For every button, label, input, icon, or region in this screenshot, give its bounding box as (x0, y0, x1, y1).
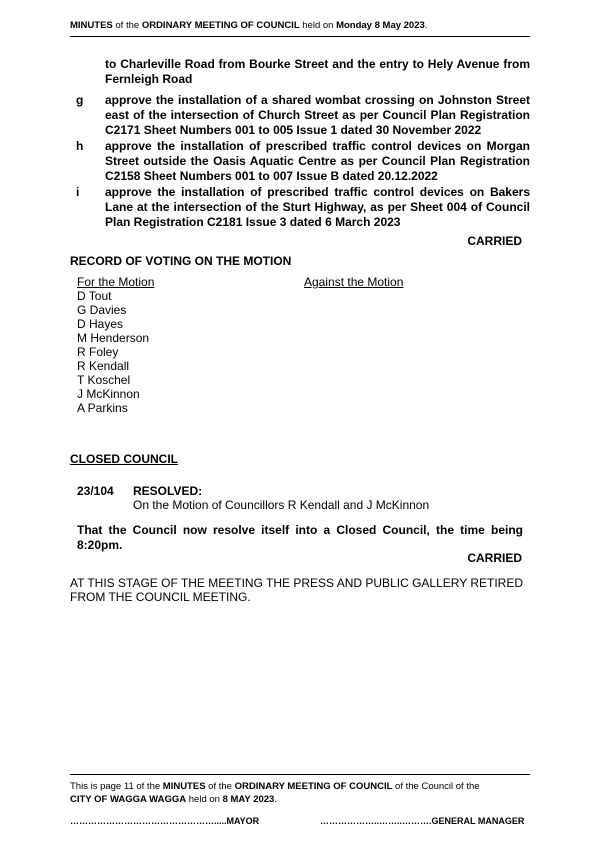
header-date: Monday 8 May 2023 (336, 20, 425, 31)
footer-date: 8 MAY 2023 (222, 794, 275, 805)
resolution-number: 23/104 (77, 484, 114, 498)
voter-name: A Parkins (77, 401, 128, 415)
footer-text: of the Council of the (392, 781, 480, 792)
motion-item-g (70, 93, 530, 138)
item-text: approve the installation of a shared wombat crossing on Johnston Street east of the intersection of Church Street as per Council Plan Registration C2171 Sheet Numbers 001 to 005 Issue 1 dated 30 November 2022 (105, 93, 530, 137)
for-column (77, 275, 154, 415)
voter-name: M Henderson (77, 331, 150, 345)
header-rule (70, 36, 530, 37)
voter-name: R Kendall (77, 359, 130, 373)
voting-title: RECORD OF VOTING ON THE MOTION (70, 254, 292, 268)
footer-meeting: ORDINARY MEETING OF COUNCIL (234, 781, 393, 792)
footer-text: . (274, 794, 277, 805)
general-manager-signature-line: ………………..……..……….GENERAL MANAGER (320, 816, 525, 826)
voter-name: T Koschel (77, 373, 131, 387)
item-letter: h (76, 139, 84, 153)
resolution-text: That the Council now resolve itself into a Closed Council, the time being 8:20pm. (77, 523, 523, 552)
item-letter: i (76, 185, 80, 199)
header-held-on: held on (299, 20, 337, 31)
footer-text: of the (205, 781, 235, 792)
against-label: Against the Motion (304, 275, 404, 289)
mayor-signature-line: ………………………………………….....MAYOR (70, 816, 260, 826)
header-of-the: of the (112, 20, 142, 31)
gallery-note: AT THIS STAGE OF THE MEETING THE PRESS AND PUBLIC GALLERY RETIRED FROM THE COUNCIL MEETING. (70, 576, 523, 604)
page-header (70, 20, 530, 31)
header-minutes: MINUTES (70, 20, 113, 31)
mover-text: On the Motion of Councillors R Kendall and J McKinnon (133, 498, 430, 512)
footer-city: CITY OF WAGGA WAGGA (70, 794, 187, 805)
for-label: For the Motion (77, 275, 155, 289)
item-letter: g (76, 93, 84, 107)
carried-label: CARRIED (467, 551, 522, 565)
voter-name: G Davies (77, 303, 127, 317)
resolved-label: RESOLVED: (133, 484, 203, 498)
item-text: to Charleville Road from Bourke Street and the entry to Hely Avenue from Fernleigh Road (105, 57, 530, 86)
voter-name: R Foley (77, 345, 119, 359)
page-footer (70, 780, 530, 806)
closed-council-title: CLOSED COUNCIL (70, 452, 178, 466)
motion-item-h (70, 139, 530, 184)
motion-item-i (70, 185, 530, 230)
voter-name: J McKinnon (77, 387, 140, 401)
motion-item (70, 57, 530, 87)
footer-text: held on (186, 794, 223, 805)
footer-minutes: MINUTES (162, 781, 206, 792)
item-text: approve the installation of prescribed traffic control devices on Morgan Street outside the Oasis Aquatic Centre as per Council Plan Registration C2158 Sheet Numbers 001 to 007 Issue B dated 20.12.2022 (105, 139, 530, 183)
voter-name: D Tout (77, 289, 112, 303)
footer-rule (70, 774, 530, 775)
carried-label: CARRIED (467, 234, 522, 248)
footer-text: This is page 11 of the (70, 781, 163, 792)
header-end: . (424, 20, 428, 31)
item-text: approve the installation of prescribed traffic control devices on Bakers Lane at the intersection of the Sturt Highway, as per Sheet 004 of Council Plan Registration C2181 Issue 3 dated 6 March 2023 (105, 185, 530, 229)
voter-name: D Hayes (77, 317, 124, 331)
header-meeting: ORDINARY MEETING OF COUNCIL (141, 20, 300, 31)
